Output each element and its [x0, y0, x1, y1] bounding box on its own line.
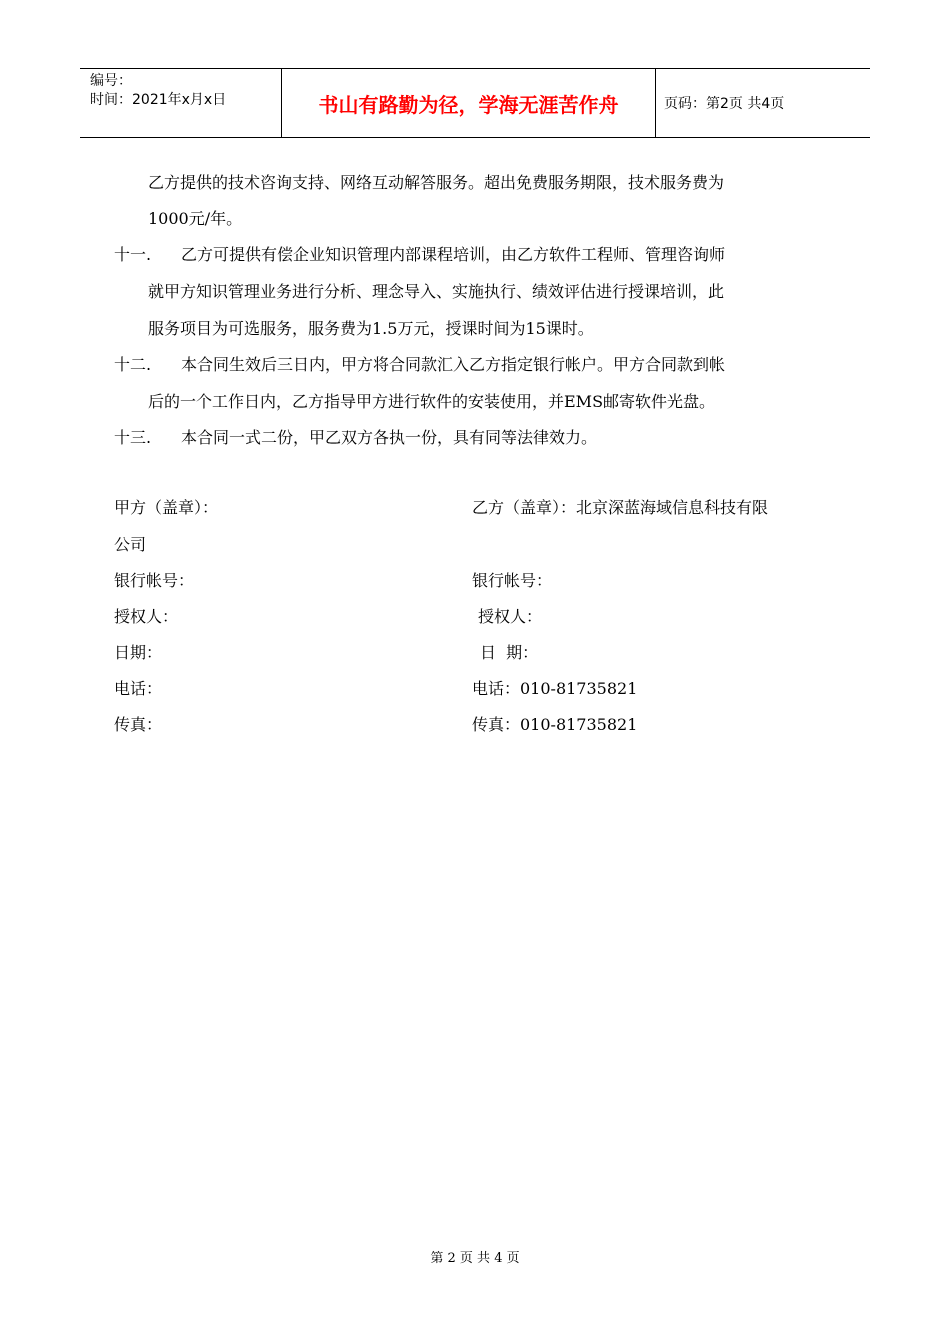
header-page-label: 页码：第2页 共4页 [664, 96, 785, 112]
party-b-phone: 电话：010-81735821 [472, 679, 638, 698]
continued-line-1: 乙方提供的技术咨询支持、网络互动解答服务。超出免费服务期限，技术服务费为 [148, 173, 725, 192]
header-motto: 书山有路勤为径，学海无涯苦作舟 [282, 69, 656, 137]
clause-12-number: 十二. [114, 355, 152, 374]
clause-13-line-1 [114, 419, 597, 456]
clause-13-text-1: 本合同一式二份，甲乙双方各执一份，具有同等法律效力。 [181, 428, 598, 447]
party-a-bank-account: 银行帐号： [114, 571, 195, 590]
clause-12-line-1 [114, 346, 725, 383]
clause-11-text-1: 乙方可提供有偿企业知识管理内部课程培训，由乙方软件工程师、管理咨询师 [181, 245, 726, 264]
party-a-seal: 甲方（盖章）： [114, 498, 219, 517]
party-b-authorized-person: 授权人： [478, 607, 543, 626]
document-date-label: 时间：2021年x月x日 [90, 92, 227, 108]
clause-12-line-2: 后的一个工作日内，乙方指导甲方进行软件的安装使用，并EMS邮寄软件光盘。 [148, 392, 716, 411]
page-footer: 第 2 页 共 4 页 [430, 1251, 520, 1266]
party-a-phone: 电话： [114, 679, 163, 698]
party-a-fax: 传真： [114, 715, 163, 734]
continued-line-2: 1000元/年。 [148, 209, 243, 228]
clause-11-number: 十一. [114, 245, 152, 264]
party-b-bank-account: 银行帐号： [472, 571, 553, 590]
party-b-fax: 传真：010-81735821 [472, 715, 638, 734]
header-meta-cell [80, 69, 282, 137]
clause-13-number: 十三. [114, 428, 152, 447]
clause-11-line-3: 服务项目为可选服务，服务费为1.5万元，授课时间为15课时。 [148, 319, 594, 338]
clause-11-line-1 [114, 236, 725, 273]
clause-11-line-2: 就甲方知识管理业务进行分析、理念导入、实施执行、绩效评估进行授课培训，此 [148, 282, 725, 301]
party-b-seal: 乙方（盖章）：北京深蓝海域信息科技有限 [472, 498, 769, 517]
party-b-seal-continued: 公司 [114, 535, 147, 554]
document-number-label: 编号： [90, 73, 132, 89]
page-header [80, 68, 870, 138]
party-a-date: 日期： [114, 643, 163, 662]
party-a-authorized-person: 授权人： [114, 607, 179, 626]
party-b-date: 日 期： [480, 643, 539, 662]
clause-12-text-1: 本合同生效后三日内，甲方将合同款汇入乙方指定银行帐户。甲方合同款到帐 [181, 355, 726, 374]
